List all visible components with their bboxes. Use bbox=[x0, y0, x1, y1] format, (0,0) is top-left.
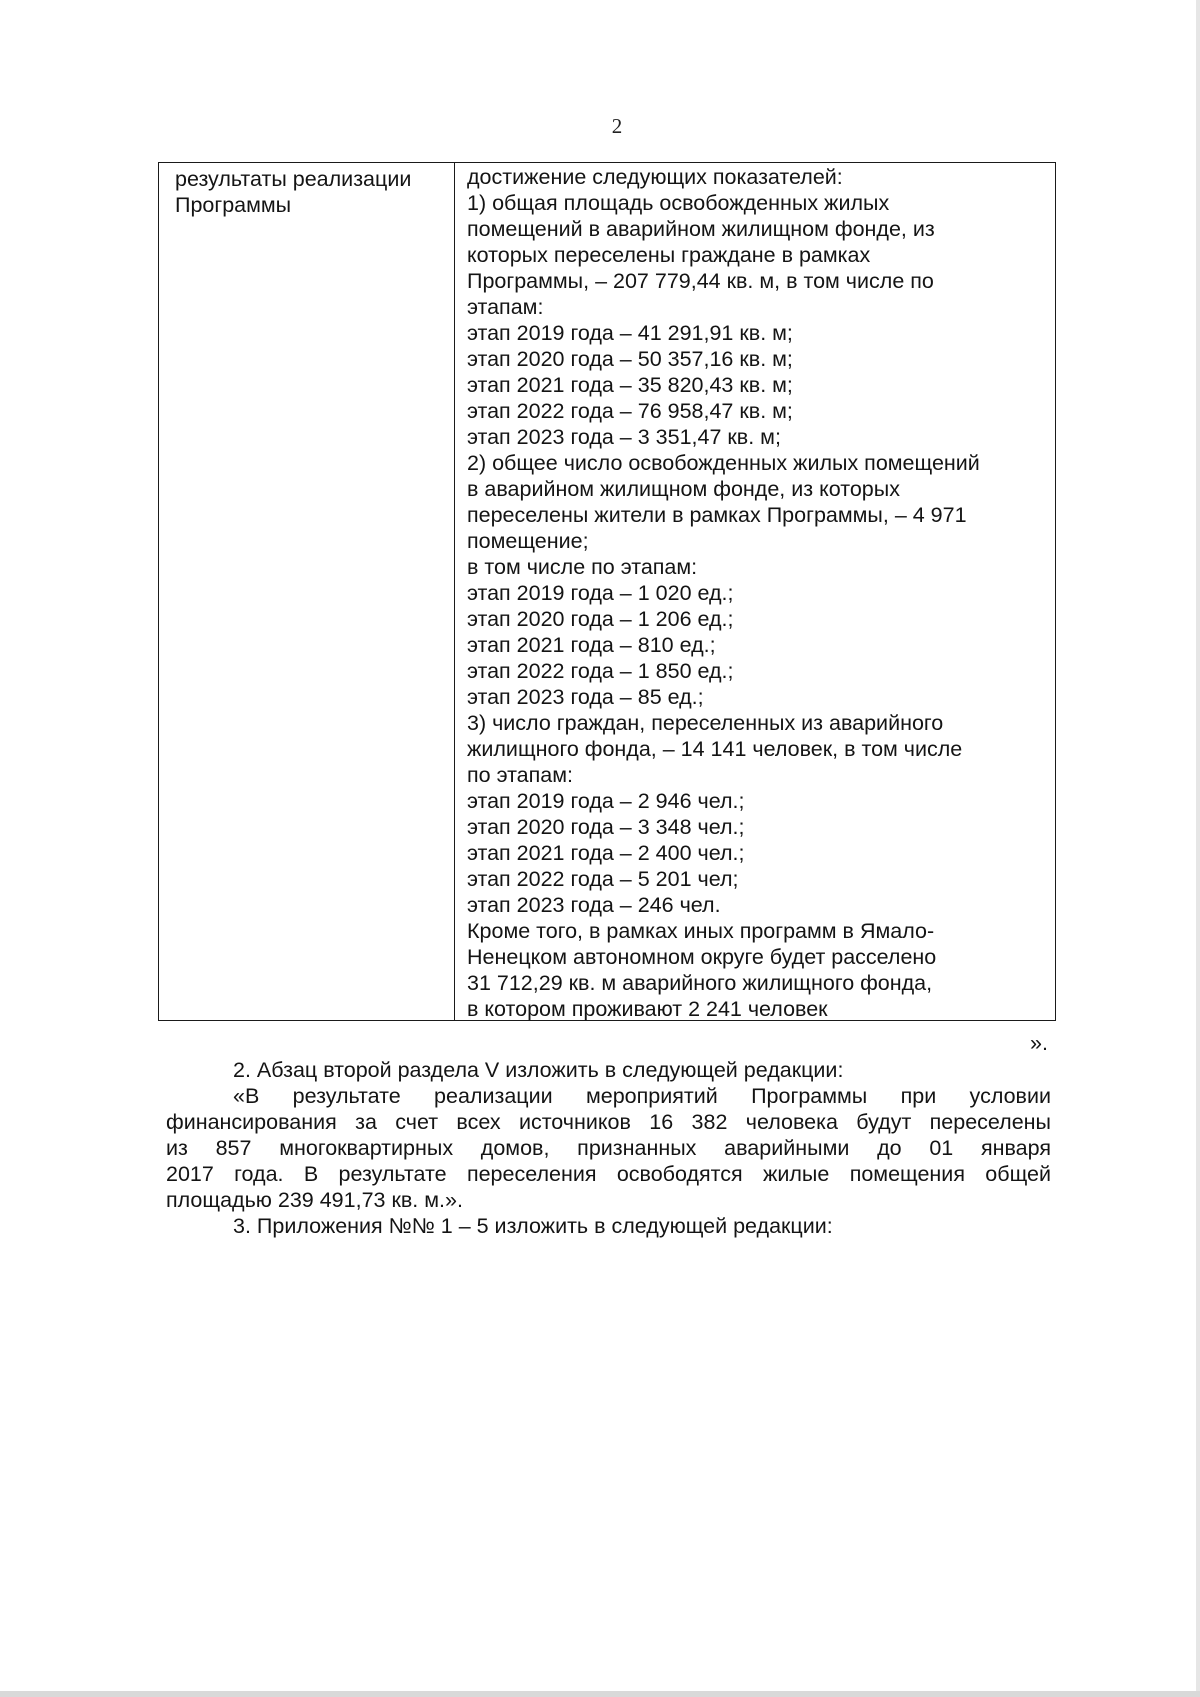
value-line: этап 2020 года – 1 206 ед.; bbox=[467, 607, 734, 631]
value-line: этап 2021 года – 2 400 чел.; bbox=[467, 841, 745, 865]
value-line: этап 2020 года – 3 348 чел.; bbox=[467, 815, 745, 839]
value-line: этап 2019 года – 1 020 ед.; bbox=[467, 581, 734, 605]
value-line: в котором проживают 2 241 человек bbox=[467, 997, 828, 1021]
table-value-cell bbox=[455, 163, 1055, 1020]
value-line: в аварийном жилищном фонде, из которых bbox=[467, 477, 900, 501]
value-line: этап 2022 года – 1 850 ед.; bbox=[467, 659, 734, 683]
value-line: переселены жители в рамках Программы, – 4 971 bbox=[467, 503, 967, 527]
value-line: жилищного фонда, – 14 141 человек, в том числе bbox=[467, 737, 963, 761]
paragraph-3: 3. Приложения №№ 1 – 5 изложить в следующей редакции: bbox=[233, 1214, 833, 1238]
value-line: 3) число граждан, переселенных из аварийного bbox=[467, 711, 944, 735]
value-line: этап 2023 года – 3 351,47 кв. м; bbox=[467, 425, 781, 449]
value-line: Программы, – 207 779,44 кв. м, в том числе по bbox=[467, 269, 934, 293]
quote-line: 2017 года. В результате переселения освободятся жилые помещения общей bbox=[166, 1162, 1051, 1186]
value-line: этап 2023 года – 246 чел. bbox=[467, 893, 721, 917]
closing-quote: ». bbox=[1030, 1031, 1048, 1055]
scan-edge-right bbox=[1196, 0, 1200, 1697]
value-line: этап 2022 года – 5 201 чел; bbox=[467, 867, 739, 891]
value-line: достижение следующих показателей: bbox=[467, 165, 843, 189]
passport-table bbox=[158, 162, 1056, 1021]
value-line: Ненецком автономном округе будет расселено bbox=[467, 945, 937, 969]
paragraph-2: 2. Абзац второй раздела V изложить в следующей редакции: bbox=[233, 1058, 844, 1082]
value-line: помещение; bbox=[467, 529, 589, 553]
quote-line: «В результате реализации мероприятий Программы при условии bbox=[233, 1084, 1051, 1108]
quote-line: финансирования за счет всех источников 16 382 человека будут переселены bbox=[166, 1110, 1051, 1134]
value-line: 31 712,29 кв. м аварийного жилищного фонда, bbox=[467, 971, 933, 995]
value-line: этап 2021 года – 35 820,43 кв. м; bbox=[467, 373, 793, 397]
value-line: по этапам: bbox=[467, 763, 573, 787]
quote-last-line: площадью 239 491,73 кв. м.». bbox=[166, 1188, 463, 1212]
value-line: этап 2023 года – 85 ед.; bbox=[467, 685, 704, 709]
value-line: этап 2019 года – 41 291,91 кв. м; bbox=[467, 321, 793, 345]
value-line: в том числе по этапам: bbox=[467, 555, 698, 579]
value-line: этап 2022 года – 76 958,47 кв. м; bbox=[467, 399, 793, 423]
scan-edge-bottom bbox=[0, 1691, 1200, 1697]
label-line: Программы bbox=[175, 193, 292, 217]
value-line: которых переселены граждане в рамках bbox=[467, 243, 871, 267]
value-line: этапам: bbox=[467, 295, 544, 319]
page-number: 2 bbox=[611, 114, 623, 138]
quote-line: из 857 многоквартирных домов, признанных аварийными до 01 января bbox=[166, 1136, 1051, 1160]
value-line: 1) общая площадь освобожденных жилых bbox=[467, 191, 890, 215]
value-line: Кроме того, в рамках иных программ в Ямало- bbox=[467, 919, 935, 943]
value-line: 2) общее число освобожденных жилых помещений bbox=[467, 451, 980, 475]
value-line: этап 2019 года – 2 946 чел.; bbox=[467, 789, 745, 813]
label-line: результаты реализации bbox=[175, 167, 412, 191]
value-line: этап 2020 года – 50 357,16 кв. м; bbox=[467, 347, 793, 371]
value-line: помещений в аварийном жилищном фонде, из bbox=[467, 217, 935, 241]
value-line: этап 2021 года – 810 ед.; bbox=[467, 633, 716, 657]
table-label-cell bbox=[159, 163, 455, 1020]
amendment-text bbox=[166, 1057, 1051, 1239]
